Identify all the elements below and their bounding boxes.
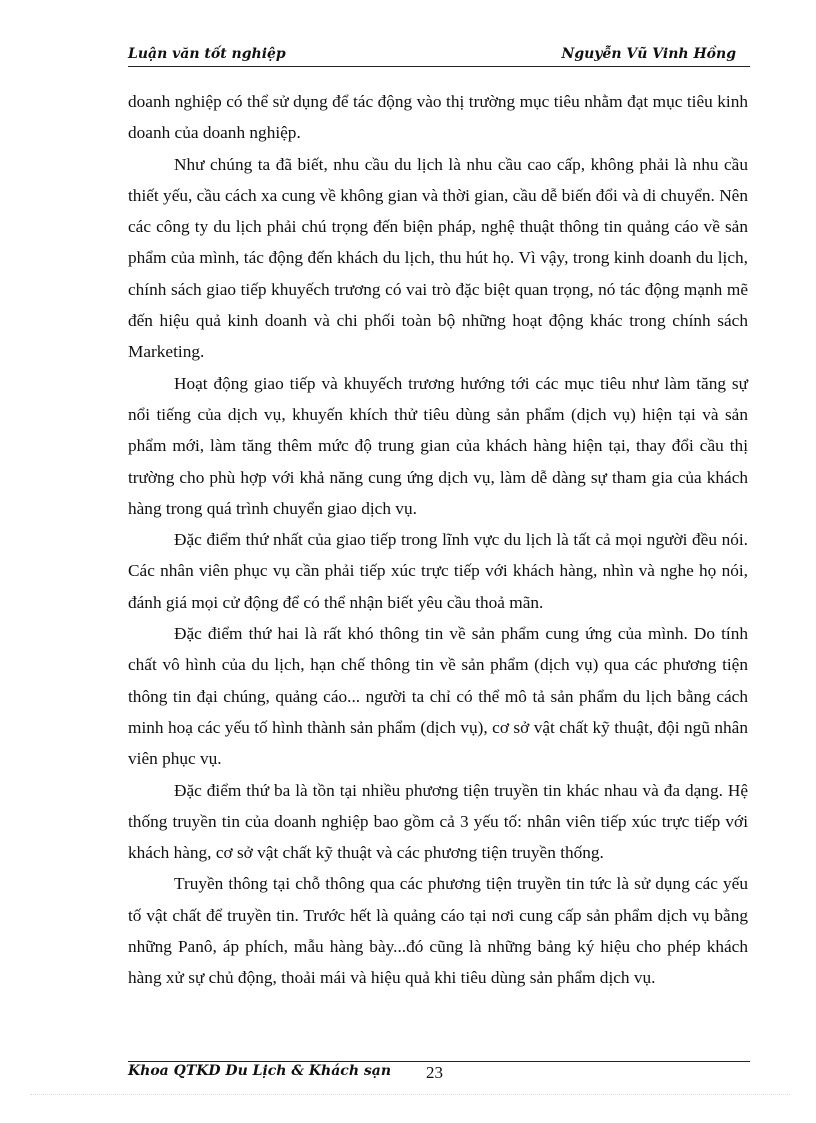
header-author-name: Nguyễn Vũ Vinh Hồng	[561, 46, 736, 62]
page-bottom-border	[30, 1094, 790, 1095]
paragraph: Đặc điểm thứ ba là tồn tại nhiều phương tiện truyền tin khác nhau và đa dạng. Hệ thống truyền tin của doanh nghiệp bao gồm cả 3 yếu tố: nhân viên tiếp xúc trực tiếp với khách hàng, cơ sở vật chất kỹ thuật và các phương tiện truyền thống.	[128, 780, 748, 863]
paragraph: Như chúng ta đã biết, nhu cầu du lịch là nhu cầu cao cấp, không phải là nhu cầu thiết yếu, cầu cách xa cung về không gian và thời gian, cầu dễ biến đổi và di chuyển. Nên các công ty du lịch phải chú trọng đến biện pháp, nghệ thuật thông tin quảng cáo về sản phẩm của mình, tác động đến khách du lịch, thu hút họ. Vì vậy, trong kinh doanh du lịch, chính sách giao tiếp khuyếch trương có vai trò đặc biệt quan trọng, nó tác động mạnh mẽ đến hiệu quả kinh doanh và chi phối toàn bộ những hoạt động khác trong chính sách Marketing.	[128, 154, 748, 362]
footer-divider	[128, 1061, 750, 1062]
paragraph: Hoạt động giao tiếp và khuyếch trương hướng tới các mục tiêu như làm tăng sự nổi tiếng của dịch vụ, khuyến khích thử tiêu dùng sản phẩm (dịch vụ) hiện tại và sản phẩm mới, làm tăng thêm mức độ trung gian của khách hàng hiện tại, thay đổi cầu thị trường cho phù hợp với khả năng cung ứng dịch vụ, làm dễ dàng sự tham gia của khách hàng trong quá trình chuyển giao dịch vụ.	[128, 373, 748, 518]
page-footer	[128, 1063, 750, 1085]
header-thesis-label: Luận văn tốt nghiệp	[128, 46, 286, 62]
page-body	[128, 86, 748, 994]
paragraph: Truyền thông tại chỗ thông qua các phương tiện truyền tin tức là sử dụng các yếu tố vật chất để truyền tin. Trước hết là quảng cáo tại nơi cung cấp sản phẩm dịch vụ bằng những Panô, áp phích, mẫu hàng bày...đó cũng là những bảng ký hiệu cho phép khách hàng xử sự chủ động, thoải mái và hiệu quả khi tiêu dùng sản phẩm dịch vụ.	[128, 874, 748, 988]
page-number: 23	[426, 1063, 443, 1082]
paragraph-continuation: doanh nghiệp có thể sử dụng để tác động vào thị trường mục tiêu nhằm đạt mục tiêu kinh doanh của doanh nghiệp.	[128, 92, 748, 143]
paragraph: Đặc điểm thứ hai là rất khó thông tin về sản phẩm cung ứng của mình. Do tính chất vô hình của du lịch, hạn chế thông tin về sản phẩm (dịch vụ) qua các phương tiện thông tin đại chúng, quảng cáo... người ta chỉ có thể mô tả sản phẩm du lịch bằng cách minh hoạ các yếu tố hình thành sản phẩm (dịch vụ), cơ sở vật chất kỹ thuật, đội ngũ nhân viên phục vụ.	[128, 624, 748, 769]
header-divider	[128, 66, 750, 67]
paragraph: Đặc điểm thứ nhất của giao tiếp trong lĩnh vực du lịch là tất cả mọi người đều nói. Các nhân viên phục vụ cần phải tiếp xúc trực tiếp với khách hàng, nhìn và nghe họ nói, đánh giá mọi cử động để có thể nhận biết yêu cầu thoả mãn.	[128, 530, 748, 612]
footer-faculty-label: Khoa QTKD Du Lịch & Khách sạn	[128, 1063, 391, 1079]
page-header	[128, 38, 750, 68]
